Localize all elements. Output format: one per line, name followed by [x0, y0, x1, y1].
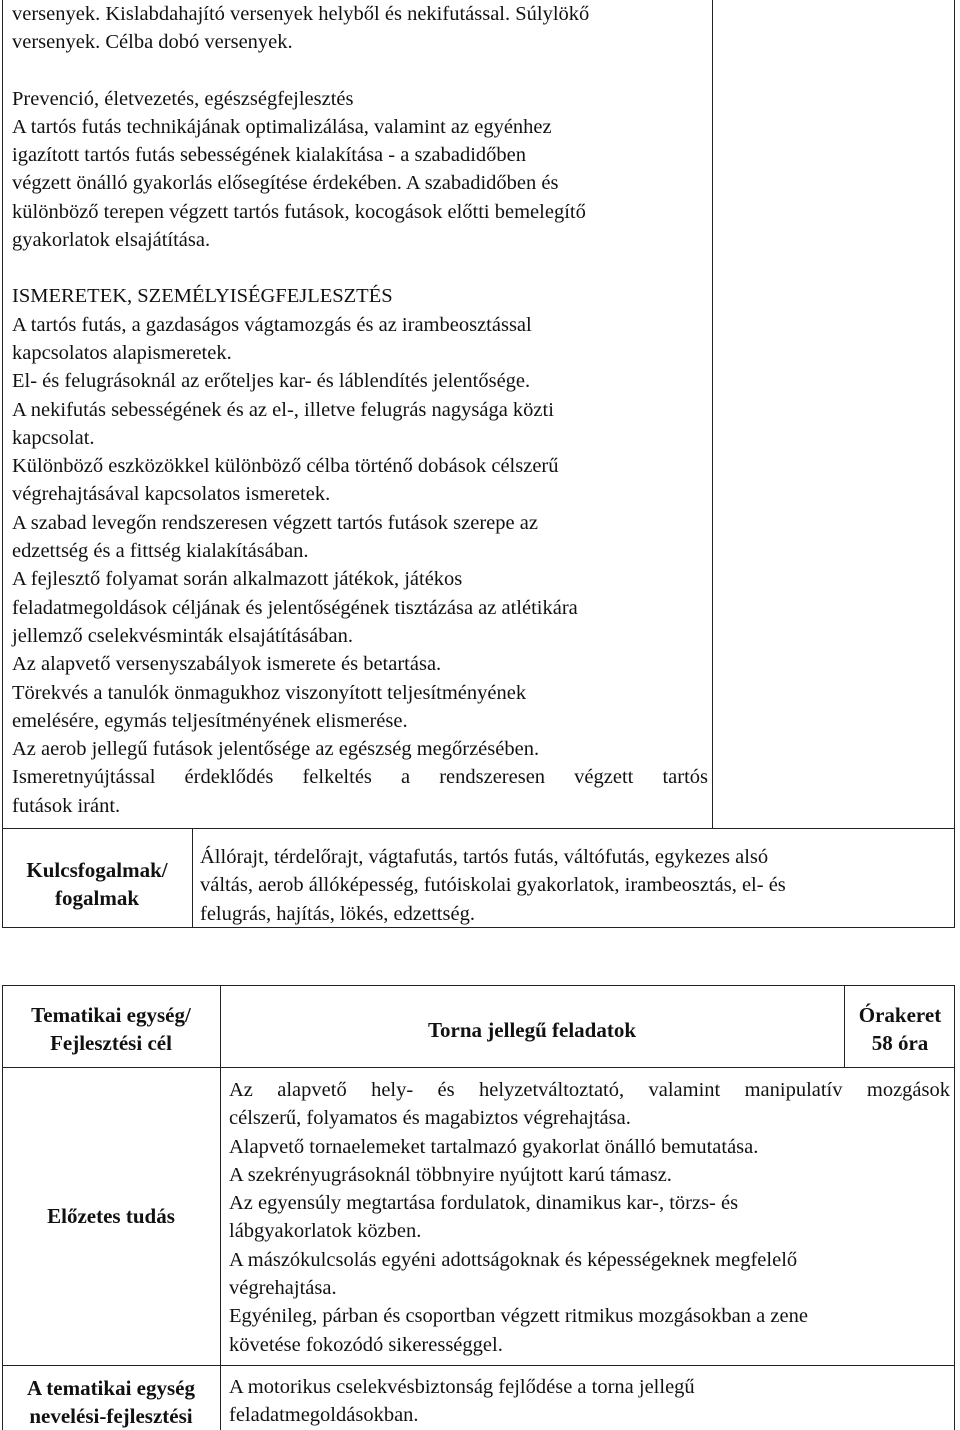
content-line: feladatmegoldások céljának és jelentőségének tisztázása az atlétikára: [12, 596, 578, 619]
row-divider: [2, 828, 955, 829]
elozetes-tudas-label: Előzetes tudás: [47, 1204, 175, 1228]
row-divider: [2, 1067, 955, 1068]
orakeret-divider: [844, 985, 845, 1067]
content-line: A mászókulcsolás egyéni adottságoknak és képességeknek megfelelő: [229, 1248, 798, 1271]
table-border-right: [954, 0, 955, 928]
content-line: felugrás, hajítás, lökés, edzettség.: [200, 902, 475, 925]
content-line: jellemző cselekvésminták elsajátításában.: [12, 624, 353, 647]
content-line: emelésére, egymás teljesítményének elismerése.: [12, 709, 408, 732]
content-line: váltás, aerob állóképesség, futóiskolai gyakorlatok, irambeosztás, el- és: [200, 874, 786, 897]
content-line: gyakorlatok elsajátítása.: [12, 229, 211, 252]
content-line: kapcsolatos alapismeretek.: [12, 341, 232, 364]
elozetes-tudas-cell: [229, 1076, 950, 1359]
content-line: Az alapvető hely- és helyzetváltoztató, valamint manipulatív mozgások: [229, 1079, 950, 1101]
content-line: követése fokozódó sikerességgel.: [229, 1333, 503, 1356]
content-line: Az aerob jellegű futások jelentősége az egészség megőrzésében.: [12, 738, 540, 761]
content-line: edzettség és a fittség kialakításában.: [12, 540, 309, 563]
content-line: végzett önálló gyakorlás elősegítése érdekében. A szabadidőben és: [12, 172, 559, 195]
content-line: lábgyakorlatok közben.: [229, 1220, 422, 1243]
column-divider: [712, 0, 713, 828]
unit-title: Torna jellegű feladatok: [427, 1018, 637, 1042]
section-heading: Prevenció, életvezetés, egészségfejlesztés: [12, 87, 354, 110]
content-line: kapcsolat.: [12, 426, 95, 449]
nevelesi-fejlesztesi-cell: [229, 1373, 950, 1430]
content-line: végrehajtása.: [229, 1277, 337, 1300]
content-line: Állórajt, térdelőrajt, vágtafutás, tartós futás, váltófutás, egykezes alsó: [200, 846, 769, 868]
content-line: A motorikus cselekvésbiztonság fejlődése a torna jellegű: [229, 1376, 695, 1398]
label-column-divider: [220, 985, 221, 1430]
table-border-left: [2, 0, 3, 928]
content-line: Ismeretnyújtással érdeklődés felkeltés a rendszeresen végzett tartós: [12, 766, 708, 789]
content-line: végrehajtásával kapcsolatos ismeretek.: [12, 483, 331, 506]
content-line: versenyek. Kislabdahajító versenyek helyből és nekifutással. Súlylökő: [12, 3, 590, 25]
kulcsfogalmak-cell: [200, 843, 950, 928]
content-line: A fejlesztő folyamat során alkalmazott játékok, játékos: [12, 568, 463, 591]
content-line: A tartós futás, a gazdaságos vágtamozgás és az irambeosztással: [12, 313, 532, 336]
content-line: El- és felugrásoknál az erőteljes kar- és láblendítés jelentősége.: [12, 370, 531, 393]
label-column-divider: [192, 828, 193, 928]
content-line: futások iránt.: [12, 794, 121, 817]
content-line: Az alapvető versenyszabályok ismerete és betartása.: [12, 653, 442, 676]
table-border-top: [2, 985, 955, 986]
content-line: versenyek. Célba dobó versenyek.: [12, 31, 293, 54]
tematikai-egyseg-label: Tematikai egység/ Fejlesztési cél: [31, 1003, 191, 1055]
kulcsfogalmak-label: Kulcsfogalmak/ fogalmak: [26, 858, 168, 910]
content-line: Egyénileg, párban és csoportban végzett ritmikus mozgásokban a zene: [229, 1305, 808, 1328]
lower-table: [2, 985, 956, 1430]
section-heading: ISMERETEK, SZEMÉLYISÉGFEJLESZTÉS: [12, 285, 393, 308]
row-divider: [2, 1365, 955, 1366]
content-line: A nekifutás sebességének és az el-, illetve felugrás nagysága közti: [12, 398, 554, 421]
content-line: A szekrényugrásoknál többnyire nyújtott karú támasz.: [229, 1163, 672, 1186]
orakeret-label: Órakeret 58 óra: [846, 1001, 954, 1057]
content-cell: [12, 0, 708, 820]
content-line: célszerű, folyamatos és magabiztos végrehajtása.: [229, 1107, 631, 1130]
nevelesi-fejlesztesi-label: A tematikai egység nevelési-fejlesztési: [27, 1376, 195, 1428]
table-border-right: [954, 985, 955, 1430]
content-line: Alapvető tornaelemeket tartalmazó gyakorlat önálló bemutatása.: [229, 1135, 759, 1158]
upper-table: [2, 0, 956, 928]
content-line: A tartós futás technikájának optimalizálása, valamint az egyénhez: [12, 115, 552, 138]
content-line: Különböző eszközökkel különböző célba történő dobások célszerű: [12, 455, 559, 478]
content-line: Törekvés a tanulók önmagukhoz viszonyított teljesítményének: [12, 681, 527, 704]
table-border-left: [2, 985, 3, 1430]
content-line: Az egyensúly megtartása fordulatok, dinamikus kar-, törzs- és: [229, 1192, 739, 1215]
orakeret-value: 58 óra: [871, 1031, 929, 1055]
content-line: A szabad levegőn rendszeresen végzett tartós futások szerepe az: [12, 511, 538, 534]
content-line: igazított tartós futás sebességének kialakítása - a szabadidőben: [12, 144, 527, 167]
content-line: feladatmegoldásokban.: [229, 1404, 419, 1427]
content-line: különböző terepen végzett tartós futások, kocogások előtti bemelegítő: [12, 200, 586, 223]
